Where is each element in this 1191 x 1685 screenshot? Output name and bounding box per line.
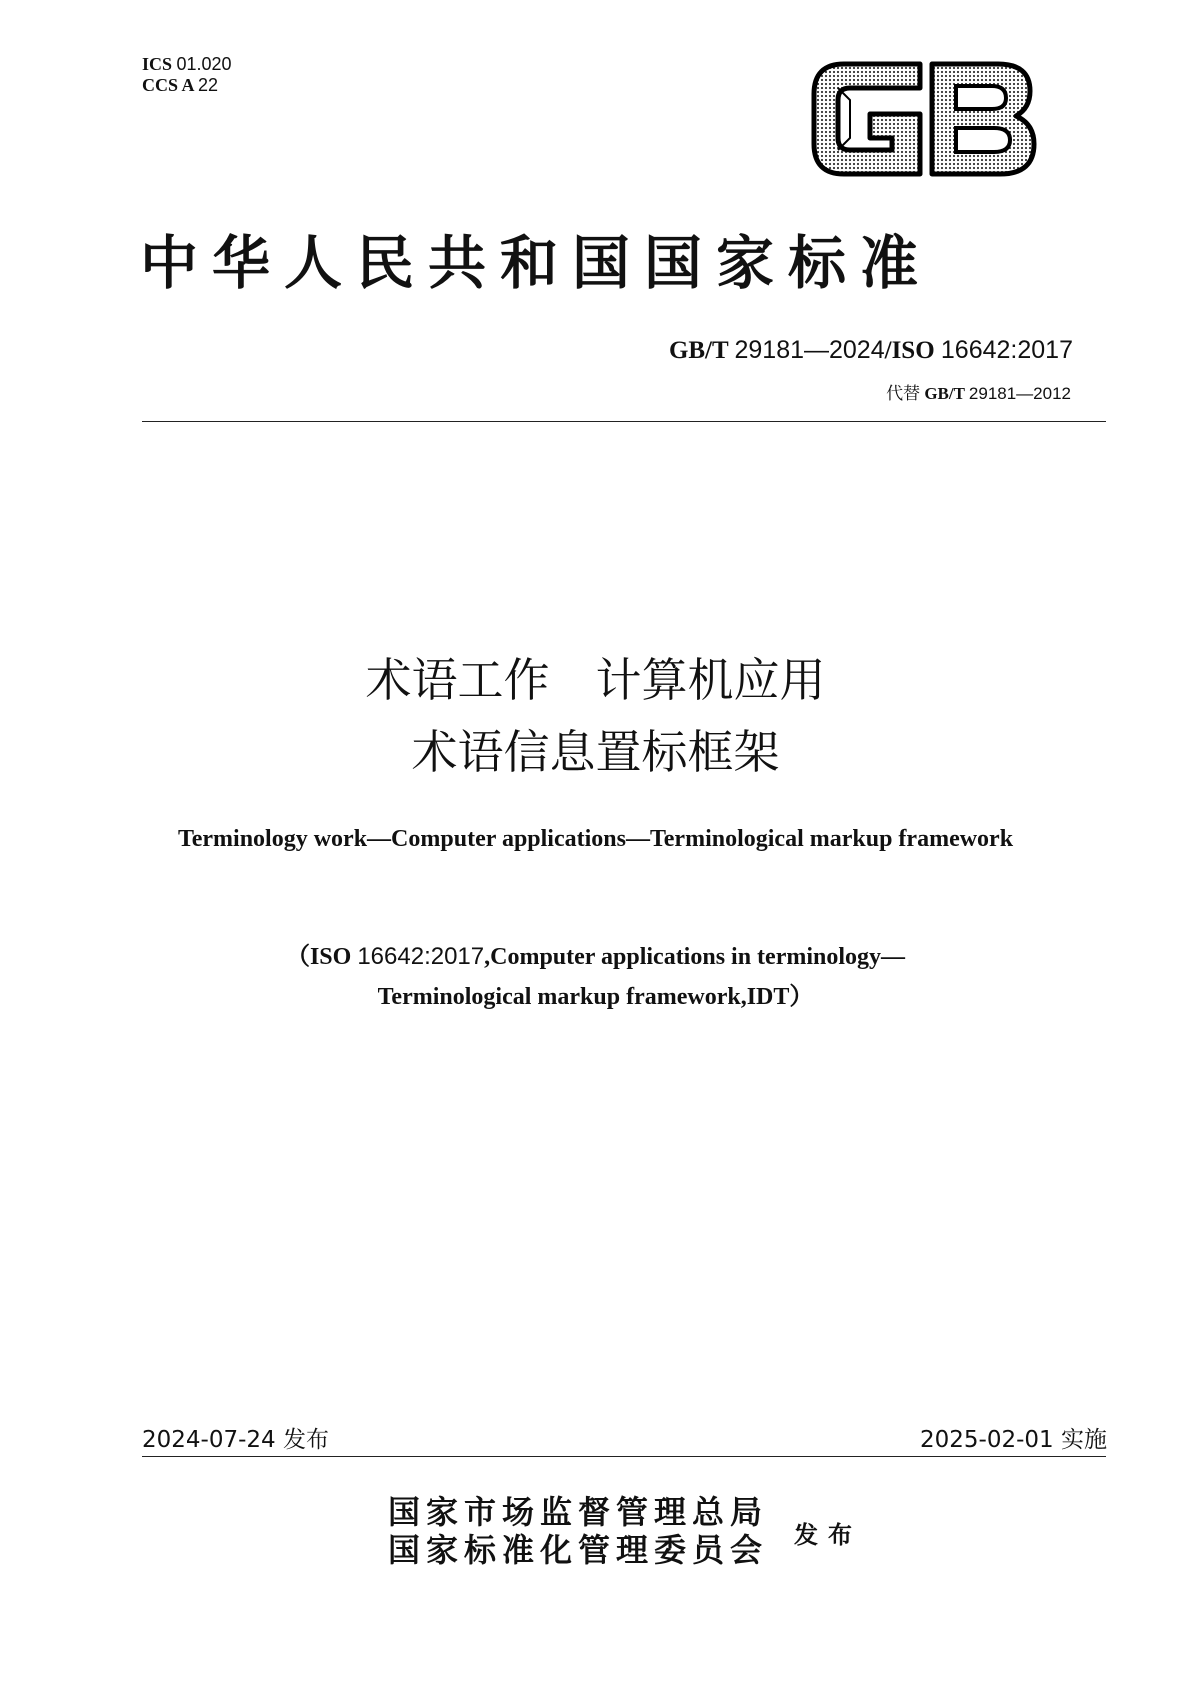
top-divider — [142, 421, 1106, 422]
standard-iso-number: 16642:2017 — [940, 336, 1073, 364]
ccs-code — [142, 75, 232, 96]
ccs-letter: A — [181, 75, 194, 95]
iso-reference-line-2: Terminological markup framework,IDT） — [377, 984, 814, 1010]
standard-number — [669, 336, 1073, 365]
ccs-label: CCS — [142, 75, 179, 95]
standard-iso-prefix: /ISO — [884, 337, 941, 364]
chinese-title-line-2: 术语信息置标框架 — [411, 725, 780, 779]
issue-date: 2024-07-24 发布 — [142, 1427, 329, 1453]
publish-label: 发布 — [794, 1520, 862, 1549]
iso-reference-line-1 — [0, 936, 1191, 971]
ics-label: ICS — [142, 54, 173, 74]
ics-code — [142, 54, 232, 75]
english-title: Terminology work—Computer applications—Terminological markup framework — [177, 826, 1014, 852]
replaces-label: 代替 — [886, 384, 921, 404]
iso-reference-title: ,Computer applications in terminology— — [484, 944, 906, 970]
iso-reference-number: 16642:2017 — [357, 943, 485, 970]
chinese-title-line-1: 术语工作 计算机应用 — [365, 653, 826, 707]
implementation-date: 2025-02-01 实施 — [920, 1427, 1107, 1453]
replaces-note — [886, 379, 1071, 404]
replaces-prefix: GB/T — [920, 384, 969, 403]
gb-logo-icon — [808, 58, 1040, 180]
publisher-line-1: 国家市场监督管理总局 — [388, 1493, 769, 1531]
publisher-line-2: 国家标准化管理委员会 — [388, 1531, 769, 1569]
bottom-divider — [142, 1456, 1106, 1457]
standard-prefix: GB/T — [668, 337, 735, 364]
ics-number: 01.020 — [176, 54, 232, 74]
ccs-number: 22 — [198, 75, 219, 95]
iso-reference-open: （ISO — [285, 944, 358, 970]
classification-codes — [142, 54, 232, 96]
replaces-number: 29181—2012 — [968, 384, 1071, 403]
standard-main-number: 29181—2024 — [734, 336, 885, 364]
national-standard-title: 中华人民共和国国家标准 — [140, 229, 933, 297]
